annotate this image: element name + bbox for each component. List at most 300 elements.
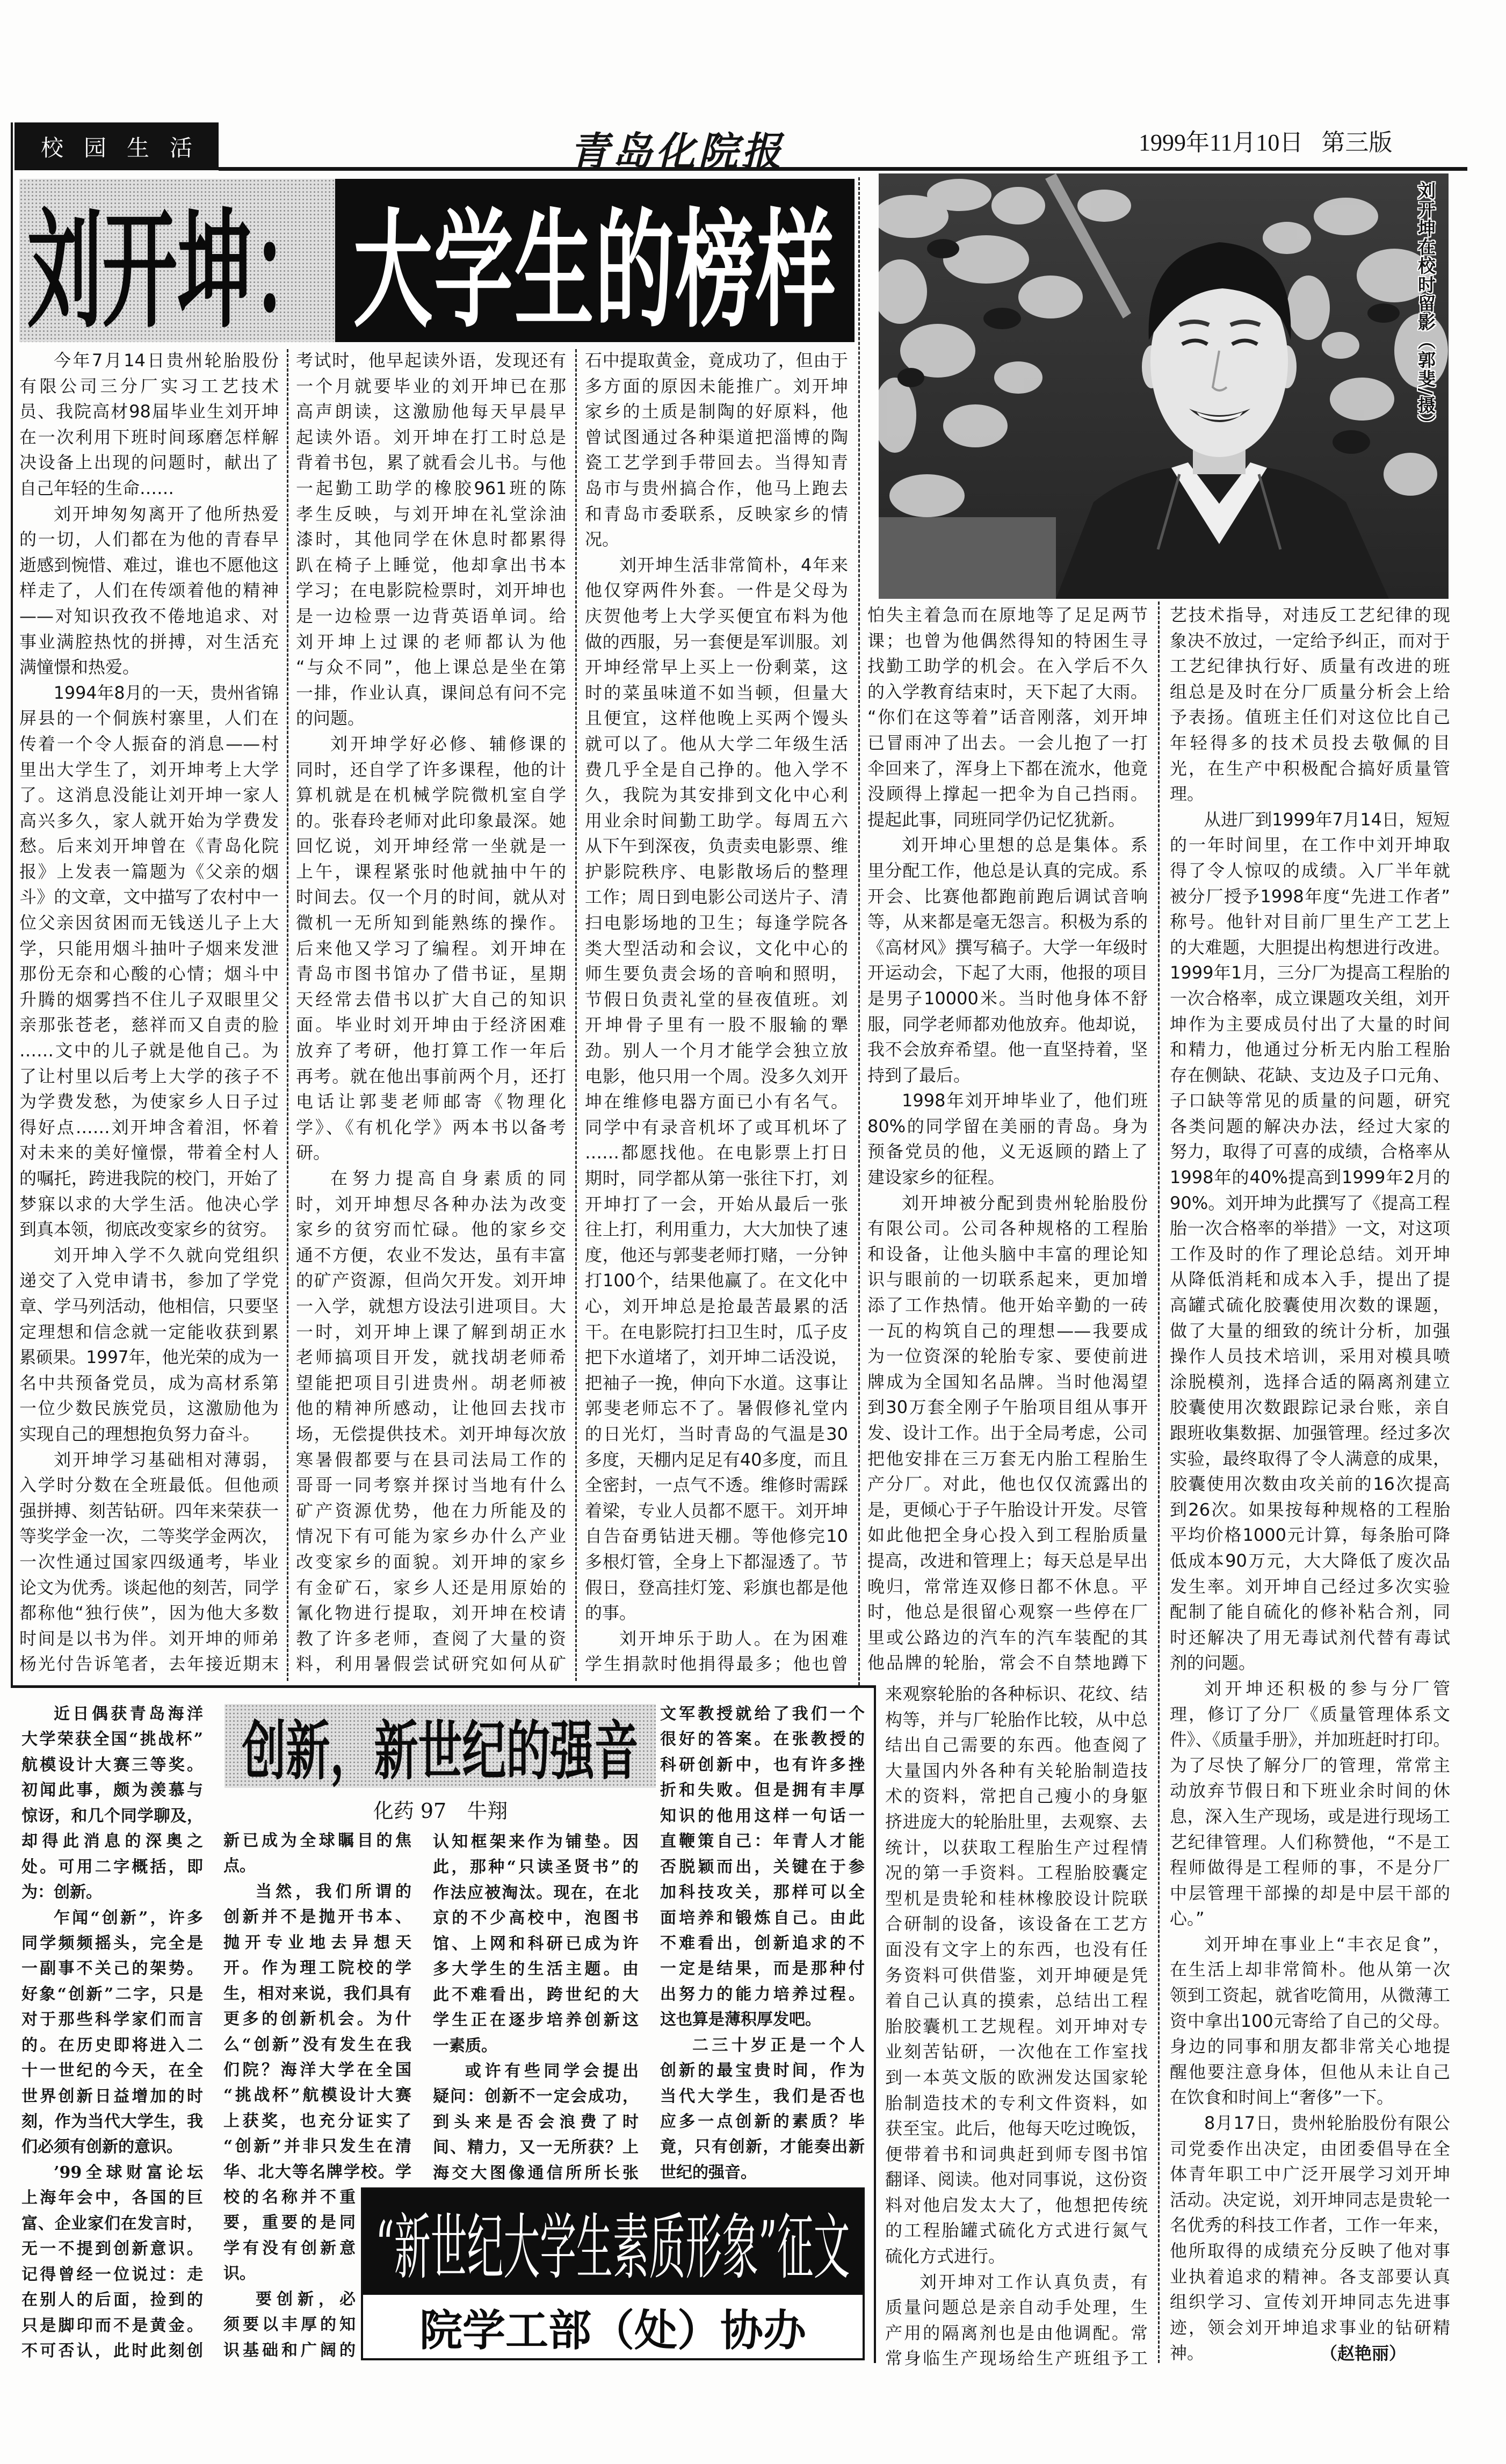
text-line: 胶囊使用次数跟踪记录台账，亲自	[1170, 1397, 1450, 1418]
text-line: 寒暑假都要与在县司法局工作的	[296, 1449, 566, 1470]
text-line: 时还解决了用无毒试剂代替有毒试	[1170, 1627, 1450, 1648]
text-line: ……都愿找他。在电影票上打日	[585, 1142, 848, 1163]
text-line: 干。在电影院打扫卫生时，瓜子皮	[585, 1321, 848, 1342]
paragraph	[21, 1905, 203, 2160]
text-line: 在饮食和时间上“奢侈”一下。	[1170, 2087, 1394, 2108]
text-line: 递交了入党申请书，参加了学党	[19, 1270, 279, 1291]
text-line: 为学费发愁，为使家乡人日子过	[19, 1091, 279, 1112]
text-line: 得了令人惊叹的成绩。入厂半年就	[1170, 860, 1450, 881]
text-line: 常身临生产现场给生产班组予工	[885, 2348, 1148, 2369]
text-line: 统计，以获取工程胎生产过程情	[885, 1837, 1148, 1858]
text-line: 处。可用二字概括，即	[21, 1857, 203, 1876]
text-line: 回忆说，刘开坤经常一坐就是一	[296, 836, 566, 857]
paragraph	[867, 603, 1148, 832]
paragraph	[19, 680, 279, 1243]
text-line: 位父亲因贫困而无钱送儿子上大	[19, 912, 279, 933]
text-line: 光，在生产中积极配合搞好质量管	[1170, 758, 1450, 779]
text-line: 一时，刘开坤上课了解到胡正水	[296, 1321, 566, 1342]
text-line: 80%的同学留在美丽的青岛。身为	[867, 1115, 1148, 1136]
text-line: 出努力的能力培养过程。	[660, 1984, 865, 2004]
text-line: 放弃了考研，他打算工作一年后	[296, 1040, 566, 1061]
text-line: 术的资料，常把自己瘦小的身躯	[885, 1786, 1148, 1807]
paragraph	[1170, 603, 1450, 807]
text-line: 服，同学老师都劝他放弃。他却说，	[867, 1013, 1148, 1034]
text-line: 惊讶，和几个同学聊及，	[21, 1806, 203, 1825]
text-line: 此，那种“只读圣贤书”的	[433, 1858, 639, 1877]
text-line: 硫化方式进行。	[885, 2246, 1006, 2267]
text-line: 胎一次合格率的举措》一文，对这项	[1170, 1218, 1450, 1239]
text-line: 应多一点创新的素质？毕	[660, 2112, 865, 2131]
text-line: 工作；周日到电影公司送片子、清	[585, 887, 848, 908]
text-line: 刘开坤心里想的总是集体。系	[902, 835, 1148, 856]
text-line: 平均价格1000元计算，每条胎可降	[1170, 1525, 1450, 1546]
left-border-rule	[11, 122, 13, 1687]
text-line: 多根灯管，全身上下都湿透了。节	[585, 1551, 848, 1572]
text-line: 从降低消耗和成本入手，提出了提	[1170, 1269, 1450, 1290]
text-line: 点。	[223, 1857, 256, 1876]
text-line: 了让村里以后考上大学的孩子不	[19, 1066, 279, 1086]
text-line: 电影，他只用一个周。没多久刘开	[585, 1066, 848, 1086]
text-line: 到头来是否会浪费了时	[433, 2112, 639, 2132]
text-line: 的事。	[585, 1603, 637, 1624]
column-divider	[287, 349, 288, 1681]
text-line: 在一次利用下班时间琢磨怎样解	[19, 426, 279, 447]
text-line: 须要以丰厚的知	[223, 2315, 356, 2335]
sidebar-frame-right	[874, 1685, 876, 2363]
text-line: 期时，同学都从第一张往下打，刘	[585, 1168, 848, 1188]
text-line: 海交大图像通信所所长张	[433, 2163, 639, 2183]
text-line: 工作及时的作了理论总结。刘开坤	[1170, 1243, 1450, 1264]
text-line: 全密封，一点气不透。维修时需踩	[585, 1475, 848, 1496]
article-author: （赵艳丽）	[1320, 2343, 1407, 2364]
text-line: 息，深入生产现场，或是进行现场工	[1170, 1806, 1450, 1827]
text-line: 劲。别人一个月才能学会独立放	[585, 1040, 848, 1061]
text-line: 从下午到深夜，负责卖电影票、维	[585, 836, 848, 857]
text-line: 被分厂授予1998年度“先进工作者”	[1170, 886, 1450, 907]
portrait-photo	[879, 173, 1449, 599]
text-line: 趴在椅子上睡觉，他却拿出书本	[296, 554, 566, 575]
text-line: 入学时分数在全班最低。但他顽	[19, 1475, 279, 1496]
text-line: 创新的最宝贵时间，作为	[660, 2061, 865, 2081]
text-line: 为：创新。	[21, 1883, 102, 1902]
text-line: 预备党员的他，义无返顾的踏上了	[867, 1141, 1148, 1162]
text-line: 节假日负责礼堂的昼夜值班。刘	[585, 989, 848, 1010]
text-line: 如此他把全身心投入到工程胎质量	[867, 1525, 1148, 1546]
text-line: 业刻苦钻研，一次他在工作室找	[885, 2041, 1148, 2062]
column-divider	[858, 177, 860, 1685]
text-line: 醒他要注意身体，但他从未让自己	[1170, 2061, 1450, 2082]
text-line: 的问题。	[296, 708, 365, 729]
text-line: 在努力提高自身素质的同	[330, 1168, 566, 1188]
text-line: 间、精力，又一无所获？上	[433, 2138, 639, 2157]
text-line: 一个月就要毕业的刘开坤已在那	[296, 375, 566, 396]
text-line: 上获奖，也充分证实了	[223, 2111, 411, 2130]
text-line: 上海年会中，各国的巨	[21, 2188, 203, 2208]
text-line: 愁。后来刘开坤曾在《青岛化院	[19, 836, 279, 857]
text-line: 矿产资源优势，他在力所能及的	[296, 1500, 566, 1521]
text-line: 华、北大等名牌学校。学	[223, 2162, 411, 2182]
text-line: 上午，课程紧张时他就抽中午的	[296, 861, 566, 882]
text-line: 多大学生的生活主题。由	[433, 1960, 639, 1979]
text-line: 扫电影场地的卫生；每逢学院各	[585, 912, 848, 933]
text-line: 的一年时间里，在工作中刘开坤取	[1170, 835, 1450, 856]
text-line: 生，相对来说，我们具有	[223, 1984, 411, 2003]
text-line: 获至宝。此后，他每天吃过晚饭，	[885, 2118, 1148, 2139]
text-line: 予表扬。值班主任们对这位比自己	[1170, 707, 1450, 728]
paragraph	[885, 2270, 1148, 2372]
paragraph	[885, 1682, 1148, 2270]
text-line: 高兴多久，家人就开始为学费发	[19, 810, 279, 831]
text-line: 里分配工作，他总是认真的完成。系	[867, 860, 1148, 881]
page-number: 第三版	[1321, 129, 1393, 156]
paragraph	[223, 2185, 356, 2287]
notice-organizer: 院学工部（处）协办	[419, 2305, 806, 2356]
text-line: 各类问题的解决办法，经过大家的	[1170, 1115, 1450, 1136]
text-line: 年轻得多的技术员投去敬佩的目	[1170, 732, 1450, 753]
text-line: 1998年刘开坤毕业了，他们班	[902, 1090, 1148, 1111]
text-line: 挤进庞大的轮胎肚里，去观察、去	[885, 1811, 1148, 1832]
text-line: 大量国内外各种有关轮胎制造技	[885, 1760, 1148, 1781]
text-line: 二三十岁正是一个人	[692, 2035, 865, 2055]
text-line: 找勤工助学的机会。在入学后不久	[867, 656, 1148, 677]
text-line: 胎胶囊机工艺规程。刘开坤对专	[885, 2016, 1148, 2037]
text-line: 郭斐老师忘不了。暑假修礼堂内	[585, 1398, 848, 1419]
text-line: 1994年8月的一天，贵州省锦	[53, 682, 279, 703]
sidebar-column-1	[21, 1701, 203, 2364]
text-line: 要创新，必	[256, 2289, 356, 2309]
sidebar-column-2-upper	[223, 1828, 411, 2185]
text-line: 课；也曾为他偶然得知的特困生寻	[867, 630, 1148, 651]
text-line: 刘开坤在事业上“丰衣足食”，	[1204, 1933, 1450, 1954]
text-line: 学，只能用烟斗抽叶子烟来发泄	[19, 938, 279, 959]
text-line: 子口缺等常见的质量的问题，研究	[1170, 1090, 1450, 1111]
text-line: 识基础和广阔的	[223, 2340, 356, 2360]
text-line: 刘开坤匆匆离开了他所热爱	[54, 503, 279, 524]
text-line: 胎制造技术的专利文件资料，如	[885, 2092, 1148, 2113]
text-line: 漆时，其他同学在休息时都累得	[296, 529, 566, 550]
text-line: 氰化物进行提取，刘开坤在校请	[296, 1603, 566, 1624]
text-line: 他仅穿两件外套。一件是父母为	[585, 580, 848, 601]
text-line: 就可以了。他从大学二年级生活	[585, 733, 848, 754]
text-line: 剂的问题。	[1170, 1653, 1256, 1673]
paragraph	[223, 1879, 411, 2185]
text-line: 此不难看出，跨世纪的大	[433, 1985, 639, 2004]
text-line: 着自己认真的摸索，总结出工程	[885, 1990, 1148, 2011]
text-line: 一次性通过国家四级通考，毕业	[19, 1551, 279, 1572]
paragraph	[660, 2033, 865, 2186]
text-line: 识与眼前的一切联系起来，更加增	[867, 1269, 1148, 1290]
text-line: 没顾得上撑起一把伞为自己挡雨。	[867, 784, 1148, 805]
text-line: ——对知识孜孜不倦地追求、对	[19, 605, 279, 626]
text-line: 一次合格率，成立课题攻关组，刘开	[1170, 988, 1450, 1009]
text-line: 坤在维修电器方面已小有名气。	[585, 1091, 848, 1112]
text-line: 却得此消息的深奥之	[21, 1832, 203, 1851]
text-line: 了。这消息没能让刘开坤一家人	[19, 785, 279, 806]
text-line: 很好的答案。在张教授的	[660, 1730, 865, 1749]
photo-caption: 刘开坤在校时留影（郭斐/摄）	[1415, 182, 1436, 434]
text-line: “创新”并非只发生在清	[223, 2137, 411, 2156]
main-article-column-5	[1170, 603, 1450, 2366]
text-line: 从进厂到1999年7月14日，短短	[1204, 809, 1450, 830]
text-line: 曾试图通过各种渠道把淄博的陶	[585, 426, 848, 447]
text-line: 久，我院为其安排到文化中心利	[585, 785, 848, 806]
text-line: 司党委作出决定，由团委倡导在全	[1170, 2138, 1450, 2159]
text-line: 费几乎全是自己挣的。他入学不	[585, 759, 848, 780]
text-line: 为一位资深的轮胎专家、要使前进	[867, 1346, 1148, 1367]
text-line: 心。”	[1170, 1908, 1205, 1929]
text-line: 做的西服，另一套便是军训服。刘	[585, 631, 848, 652]
text-line: 或许有些同学会提出	[465, 2061, 639, 2081]
text-line: 提高，改进和管理上；每天总是早出	[867, 1550, 1148, 1571]
text-line: 把他安排在三万套无内胎工程胎生	[867, 1448, 1148, 1469]
text-line: “挑战杯”航模设计大赛	[223, 2086, 411, 2105]
text-line: 建设家乡的征程。	[867, 1167, 1005, 1188]
text-line: 提起此事，同班同学仍记忆犹新。	[867, 809, 1126, 830]
text-line: 哥哥一同考察并探讨当地有什么	[296, 1475, 566, 1496]
paragraph	[585, 1626, 848, 1677]
text-line: 升腾的烟雾挡不住儿子双眼里父	[19, 989, 279, 1010]
text-line: 直鞭策自己：年青人才能	[660, 1832, 865, 1851]
text-line: 学习；在电影院检票时，刘开坤也	[296, 580, 566, 601]
text-line: “你们在这等着”话音刚落，刘开坤	[867, 707, 1148, 728]
text-line: 强拼搏、刻苦钻研。四年来荣获一	[19, 1500, 279, 1521]
text-line: 富、企业家们在发言时，	[21, 2214, 203, 2233]
text-line: 同学频频摇头，完全是	[21, 1933, 203, 1953]
text-line: 员、我院高材98届毕业生刘开坤	[19, 401, 279, 422]
text-line: 文军教授就给了我们一个	[660, 1705, 865, 1723]
text-line: 场，无偿提供技术。刘开坤每次放	[296, 1423, 566, 1444]
text-line: 他的精神所感动，让他回去找市	[296, 1398, 566, 1419]
notice-title-band	[363, 2190, 863, 2295]
text-line: 庆贺他考上大学买便宜布料为他	[585, 605, 848, 626]
text-line: 名优秀的科技工作者，工作一年来，	[1170, 2215, 1450, 2236]
text-line: 况。	[585, 529, 620, 550]
text-line: 持到了最后。	[867, 1064, 971, 1085]
text-line: 程师做得是工程师的事，不是分厂	[1170, 1857, 1450, 1878]
text-line: 他所取得的成绩充分反映了他对事	[1170, 2241, 1450, 2261]
main-article-column-4-upper	[867, 603, 1148, 1676]
text-line: 体青年职工中广泛开展学习刘开坤	[1170, 2164, 1450, 2185]
paragraph	[1170, 1932, 1450, 2111]
text-line: 开坤骨子里有一股不服输的犟	[585, 1014, 848, 1035]
paragraph	[21, 2160, 203, 2364]
notice-organizer-band	[363, 2295, 863, 2358]
text-line: 理。	[1170, 784, 1205, 805]
text-line: 通不方便，农业不发达，虽有丰富	[296, 1244, 566, 1265]
text-line: 十一世纪的今天，在全	[21, 2061, 203, 2081]
text-line: 《高材风》撰写稿子。大学一年级时	[867, 937, 1148, 958]
text-line: 打100个，结果他赢了。在文化中	[585, 1270, 848, 1291]
text-line: 亲那张苍老，慈祥而又自责的脸	[19, 1014, 279, 1035]
text-line: 是，更倾心于子午胎设计开发。尽管	[867, 1499, 1148, 1520]
text-line: 研。	[296, 1142, 331, 1163]
text-line: 刘开坤被分配到贵州轮胎股份	[902, 1192, 1148, 1213]
text-line: 象决不放过，一定给予纠正，而对于	[1170, 630, 1450, 651]
text-line: 刘开坤入学不久就向党组织	[54, 1244, 279, 1265]
text-line: 科研创新中，也有许多挫	[660, 1755, 865, 1774]
text-line: 到真本领，彻底改变家乡的贫穷。	[19, 1219, 278, 1240]
text-line: 动放弃节假日和下班业余时间的休	[1170, 1780, 1450, 1801]
text-line: 一瓦的构筑自己的理想——我要成	[867, 1320, 1148, 1341]
text-line: 在生活上却非常简朴。他从第一次	[1170, 1959, 1450, 1980]
text-line: 涂脱模剂，选择合适的隔离剂建立	[1170, 1371, 1450, 1392]
text-line: 时间去。仅一个月的时间，就从对	[296, 887, 566, 908]
text-line: 报》上发表一篇题为《父亲的烟	[19, 861, 279, 882]
text-line: 梦寐以求的大学生活。他决心学	[19, 1193, 279, 1214]
text-line: 累硕果。1997年，他光荣的成为一	[19, 1347, 279, 1368]
text-line: 事业满腔热忱的拼搏，对生活充	[19, 631, 279, 652]
text-line: 胶囊使用次数由攻关前的16次提高	[1170, 1474, 1450, 1495]
text-line: 的。张春玲老师对此印象最深。她	[296, 810, 566, 831]
text-line: 多度，天棚内足足有40多度，而且	[585, 1449, 848, 1470]
text-line: 且便宜，这样他晚上买两个馒头	[585, 708, 848, 729]
text-line: 伞回来了，浑身上下都在流水，他竟	[867, 758, 1148, 779]
text-line: 刘开坤对工作认真负责，有	[919, 2271, 1148, 2292]
section-tag	[15, 122, 219, 170]
text-line: 一入学，就想方设法引进项目。大	[296, 1295, 566, 1316]
text-line: 后来他又学习了编程。刘开坤在	[296, 938, 566, 959]
paragraph	[223, 1828, 411, 1879]
text-line: 瓷工艺学到手带回去。当得知青	[585, 452, 848, 473]
headline-title-box	[335, 179, 855, 342]
text-line: 好象“创新”二字，只是	[21, 1984, 203, 2004]
text-line: 里出大学生了，刘开坤考上大学	[19, 759, 279, 780]
text-line: 们必须有创新的意识。	[21, 2137, 183, 2157]
text-line: 资中拿出100元寄给了自己的父母。	[1170, 2010, 1450, 2031]
text-line: 操作人员技术培训，采用对模具喷	[1170, 1346, 1450, 1367]
text-line: 心，刘开坤总是抢最苦最累的活	[585, 1295, 848, 1316]
paragraph	[867, 832, 1148, 1088]
text-line: 世界创新日益增加的时	[21, 2086, 203, 2106]
text-line: 否脱颖而出，关键在于参	[660, 1857, 865, 1876]
text-line: 构等，并与厂轮胎作比较，从中总	[885, 1709, 1148, 1730]
text-line: 艺技术指导，对违反工艺纪律的现	[1170, 605, 1450, 625]
text-line: 不可否认，此时此刻创	[21, 2341, 203, 2360]
text-line: 航模设计大赛三等奖。	[21, 1755, 203, 1774]
text-line: 的大难题，大胆提出构想进行改进。	[1170, 937, 1450, 958]
text-line: 面没有文字上的东西，也没有任	[885, 1939, 1148, 1960]
text-line: 近日偶获青岛海洋	[54, 1705, 203, 1723]
text-line: 屏县的一个侗族村寨里，人们在	[19, 708, 279, 729]
text-line: 型机是贵轮和桂林橡胶设计院联	[885, 1888, 1148, 1909]
text-line: 实验，最终取得了令人满意的成果，	[1170, 1448, 1450, 1469]
text-line: 中层管理干部操的却是中层干部的	[1170, 1882, 1450, 1903]
text-line: 认知框架来作为铺垫。因	[433, 1832, 639, 1851]
text-line: 称号。他针对目前厂里生产工艺上	[1170, 911, 1450, 932]
text-line: 工艺纪律执行好、质量有改进的班	[1170, 656, 1450, 677]
text-line: 算机就是在机械学院微机室自学	[296, 785, 566, 806]
text-line: 时的菜虽味道不如当顿，但量大	[585, 682, 848, 703]
text-line: 一排，作业认真，课间总有问不完	[296, 682, 566, 703]
text-line: 乍闻“创新”，许多	[54, 1908, 203, 1927]
text-line: 有金矿石，家乡人还是用原始的	[296, 1577, 566, 1598]
text-line: 8月17日，贵州轮胎股份有限公	[1204, 2113, 1450, 2134]
paragraph	[867, 1088, 1148, 1190]
text-line: 一素质。	[433, 2036, 497, 2055]
newspaper-masthead: 青岛化院报	[569, 129, 784, 175]
text-line: 把下水道堵了，刘开坤二话没说，	[585, 1347, 848, 1368]
text-line: 有限公司。公司各种规格的工程胎	[867, 1218, 1148, 1239]
text-line: 为了尽快了解分厂的管理，常常主	[1170, 1755, 1450, 1775]
issue-date: 1999年11月10日	[1139, 129, 1304, 156]
text-line: ’99全球财富论坛	[54, 2163, 203, 2182]
sidebar-byline: 化药 97 牛翔	[373, 1799, 508, 1823]
sidebar-column-3	[433, 1829, 639, 2186]
text-line: 刘开坤生活非常简朴，4年来	[619, 554, 848, 575]
text-line: 领到工资起，就省吃简用，从微薄工	[1170, 1985, 1450, 2006]
paragraph	[585, 553, 848, 1626]
column-divider	[1158, 601, 1160, 2363]
text-line: 望能把项目引进贵州。胡老师被	[296, 1372, 566, 1393]
text-line: 的矿产资源，但尚欠开发。刘开坤	[296, 1270, 566, 1291]
essay-contest-notice	[361, 2187, 865, 2360]
text-line: 满憧憬和热爱。	[19, 657, 140, 678]
text-line: 孝生反映，与刘开坤在礼堂涂油	[296, 503, 566, 524]
text-line: 馆、上网和科研已成为许	[433, 1934, 639, 1953]
text-line: 务资料可供借鉴，刘开坤硬是凭	[885, 1965, 1148, 1985]
text-line: 自告奋勇钻进天棚。等他修完10	[585, 1526, 848, 1547]
text-line: 开坤打了一会，开始从最后一张	[585, 1193, 848, 1214]
text-line: 等奖学金一次，二等奖学金两次，	[19, 1526, 279, 1547]
notice-title: “新世纪大学生素质形象”征文	[375, 2206, 850, 2290]
text-line: 1998年的40%提高到1999年2月的	[1170, 1167, 1450, 1188]
text-line: 的入学教育结束时，天下起了大雨。	[867, 681, 1148, 702]
text-line: 刘开坤还积极的参与分厂管	[1204, 1678, 1450, 1699]
text-line: 刘开坤学好必修、辅修课的	[330, 733, 566, 754]
text-line: 牌成为全国知名品牌。当时他渴望	[867, 1371, 1148, 1392]
text-line: 做了大量的细致的统计分析，加强	[1170, 1320, 1450, 1341]
text-line: 开坤经常早上买上一份剩菜，这	[585, 657, 848, 678]
paragraph	[19, 1447, 279, 1677]
text-line: 老师搞项目开发，就找胡老师希	[296, 1347, 566, 1368]
text-line: 师生要负责会场的音响和照明，	[585, 963, 848, 984]
headline-name: 刘开坤：	[27, 197, 328, 342]
text-line: 疑问：创新不一定会成功，	[433, 2087, 639, 2106]
text-line: 大学荣获全国“挑战杯”	[21, 1730, 203, 1749]
text-line: 论文为优秀。谈起他的刻苦，同学	[19, 1577, 279, 1598]
text-line: 类大型活动和会议，文化中心的	[585, 938, 848, 959]
text-line: 实现自己的理想抱负努力奋斗。	[19, 1423, 260, 1444]
text-line: 身边的同事和朋友都非常关心地提	[1170, 2036, 1450, 2057]
sidebar-column-2-lower	[223, 2185, 356, 2363]
text-line: 电话让郭斐老师邮寄《物理化	[296, 1091, 566, 1112]
text-line: 艺纪律管理。人们称赞他，“不是工	[1170, 1831, 1450, 1852]
text-line: 配制了能自硫化的修补粘合剂，同	[1170, 1601, 1450, 1622]
paragraph	[19, 502, 279, 680]
text-line: 和设备，让他头脑中丰富的理论知	[867, 1243, 1148, 1264]
text-line: 今年7月14日贵州轮胎股份	[54, 350, 279, 371]
text-line: 微机一无所知到能熟练的操作。	[296, 912, 566, 933]
text-line: 校的名称并不重	[223, 2188, 356, 2207]
text-line: 业执着追求的精神。各支部要认真	[1170, 2266, 1450, 2287]
text-line: 怕失主着急而在原地等了足足两节	[867, 605, 1148, 625]
text-line: 逝感到惋惜、难过，谁也不愿他这	[19, 554, 279, 575]
text-line: 理，修订了分厂《质量管理体系文	[1170, 1704, 1450, 1724]
text-line: 初闻此事，颇为羡慕与	[21, 1781, 203, 1800]
main-article-column-2	[296, 348, 566, 1677]
text-line: 是一边检票一边背英语单词。给	[296, 605, 566, 626]
text-line: 组总是及时在分厂质量分析会上给	[1170, 681, 1450, 702]
text-line: 折和失败。但是拥有丰厚	[660, 1781, 865, 1800]
text-line: 时间是以书为伴。刘开坤的师弟	[19, 1628, 279, 1649]
text-line: 同学中有录音机坏了或耳机坏了	[585, 1117, 848, 1137]
text-line: 定理想和信念就一定能收获到累	[19, 1321, 279, 1342]
text-line: 要，重要的是同	[223, 2213, 356, 2233]
text-line: 背着书包，累了就看会儿书。与他	[296, 452, 566, 473]
paragraph	[867, 1191, 1148, 1676]
text-line: 得好点……刘开坤含着泪，怀着	[19, 1117, 279, 1137]
text-line: 作法应被淘汰。现在，在北	[433, 1883, 639, 1902]
